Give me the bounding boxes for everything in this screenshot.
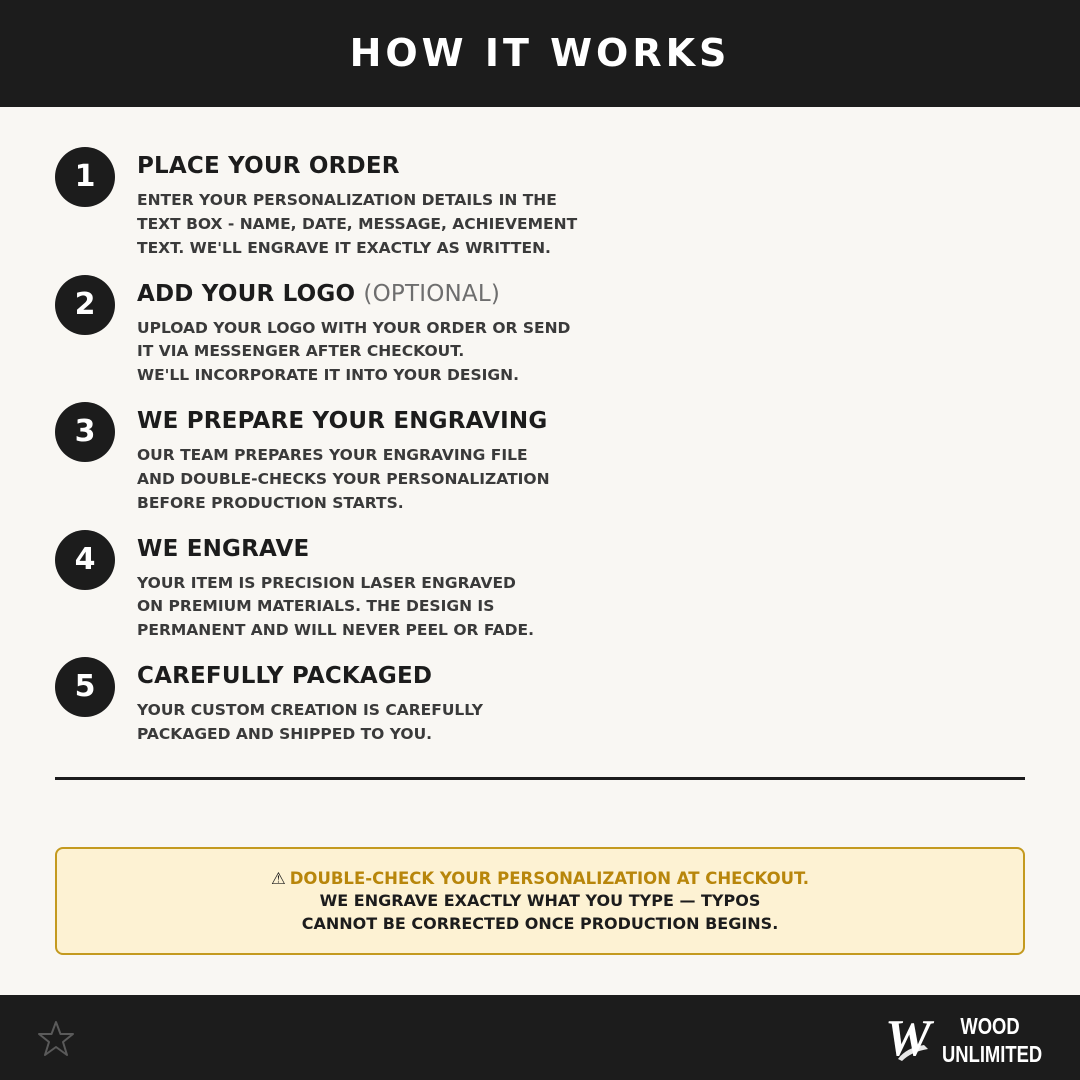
- step-description-line: UPLOAD YOUR LOGO WITH YOUR ORDER OR SEND: [137, 318, 571, 337]
- warning-heading: [57, 869, 1023, 888]
- step-number-badge: 1: [55, 147, 115, 207]
- logo-line-2: UNLIMITED: [942, 1041, 1043, 1067]
- step-description-line: ENTER YOUR PERSONALIZATION DETAILS IN THE: [137, 191, 557, 209]
- step-description-line: WE'LL INCORPORATE IT INTO YOUR DESIGN.: [137, 366, 519, 385]
- step-title-optional-label: (OPTIONAL): [363, 280, 501, 307]
- step-description-line: IT VIA MESSENGER AFTER CHECKOUT.: [137, 342, 465, 361]
- step-description-line: BEFORE PRODUCTION STARTS.: [137, 493, 404, 512]
- step-description: [137, 189, 617, 260]
- warning-notice: [55, 847, 1025, 955]
- step-number-badge: 2: [55, 275, 115, 335]
- warning-heading-text: DOUBLE-CHECK YOUR PERSONALIZATION AT CHECKOUT.: [289, 869, 810, 888]
- logo-w-letter: W: [884, 1010, 932, 1067]
- step-description: [137, 699, 617, 747]
- step-description-line: OUR TEAM PREPARES YOUR ENGRAVING FILE: [137, 446, 528, 464]
- step-title-text: WE PREPARE YOUR ENGRAVING: [137, 408, 548, 434]
- step-description-line: PACKAGED AND SHIPPED TO YOU.: [137, 724, 433, 743]
- step-description: [137, 317, 617, 388]
- step-description-line: ON PREMIUM MATERIALS. THE DESIGN IS: [137, 597, 495, 616]
- logo-w-mark-icon: [876, 1009, 942, 1069]
- logo-line-1: WOOD: [960, 1013, 1020, 1039]
- step-title: [137, 408, 547, 434]
- step-number-badge: 4: [55, 530, 115, 590]
- step-description-line: YOUR ITEM IS PRECISION LASER ENGRAVED: [137, 573, 516, 592]
- step-title-text: WE ENGRAVE: [137, 535, 310, 562]
- step-item: [55, 657, 755, 785]
- step-title-text: ADD YOUR LOGO: [137, 280, 356, 307]
- step-description-line: TEXT. WE'LL ENGRAVE IT EXACTLY AS WRITTEN.: [137, 238, 551, 257]
- step-item: [55, 530, 755, 658]
- warning-triangle-icon: ⚠: [270, 869, 286, 888]
- warning-text-line: WE ENGRAVE EXACTLY WHAT YOU TYPE — TYPOS: [319, 891, 761, 910]
- step-title-text: PLACE YOUR ORDER: [137, 153, 400, 179]
- step-title: [137, 536, 309, 562]
- step-description-line: AND DOUBLE-CHECKS YOUR PERSONALIZATION: [137, 469, 550, 488]
- section-divider: [55, 777, 1025, 780]
- star-outline-icon: [36, 1019, 76, 1059]
- warning-text-line: CANNOT BE CORRECTED ONCE PRODUCTION BEGINS.: [301, 914, 779, 933]
- step-item: [55, 147, 755, 275]
- step-item: [55, 402, 755, 530]
- step-number-badge: 5: [55, 657, 115, 717]
- step-item: [55, 275, 755, 403]
- brand-logo: [876, 1009, 1056, 1069]
- steps-list: [55, 147, 755, 785]
- step-description-line: TEXT BOX - NAME, DATE, MESSAGE, ACHIEVEMENT: [137, 214, 578, 233]
- page-title: HOW IT WORKS: [349, 30, 731, 75]
- step-number-badge: 3: [55, 402, 115, 462]
- step-description-line: YOUR CUSTOM CREATION IS CAREFULLY: [137, 701, 483, 719]
- step-title-text: CAREFULLY PACKAGED: [137, 663, 433, 689]
- step-title: [137, 153, 400, 179]
- step-description-line: PERMANENT AND WILL NEVER PEEL OR FADE.: [137, 621, 534, 640]
- footer-bar: [0, 995, 1080, 1080]
- logo-wordmark: [942, 1012, 1043, 1068]
- step-description: [137, 444, 617, 515]
- header-bar: [0, 0, 1080, 107]
- step-description: [137, 572, 617, 643]
- step-title: [137, 663, 432, 689]
- step-title: [137, 281, 500, 307]
